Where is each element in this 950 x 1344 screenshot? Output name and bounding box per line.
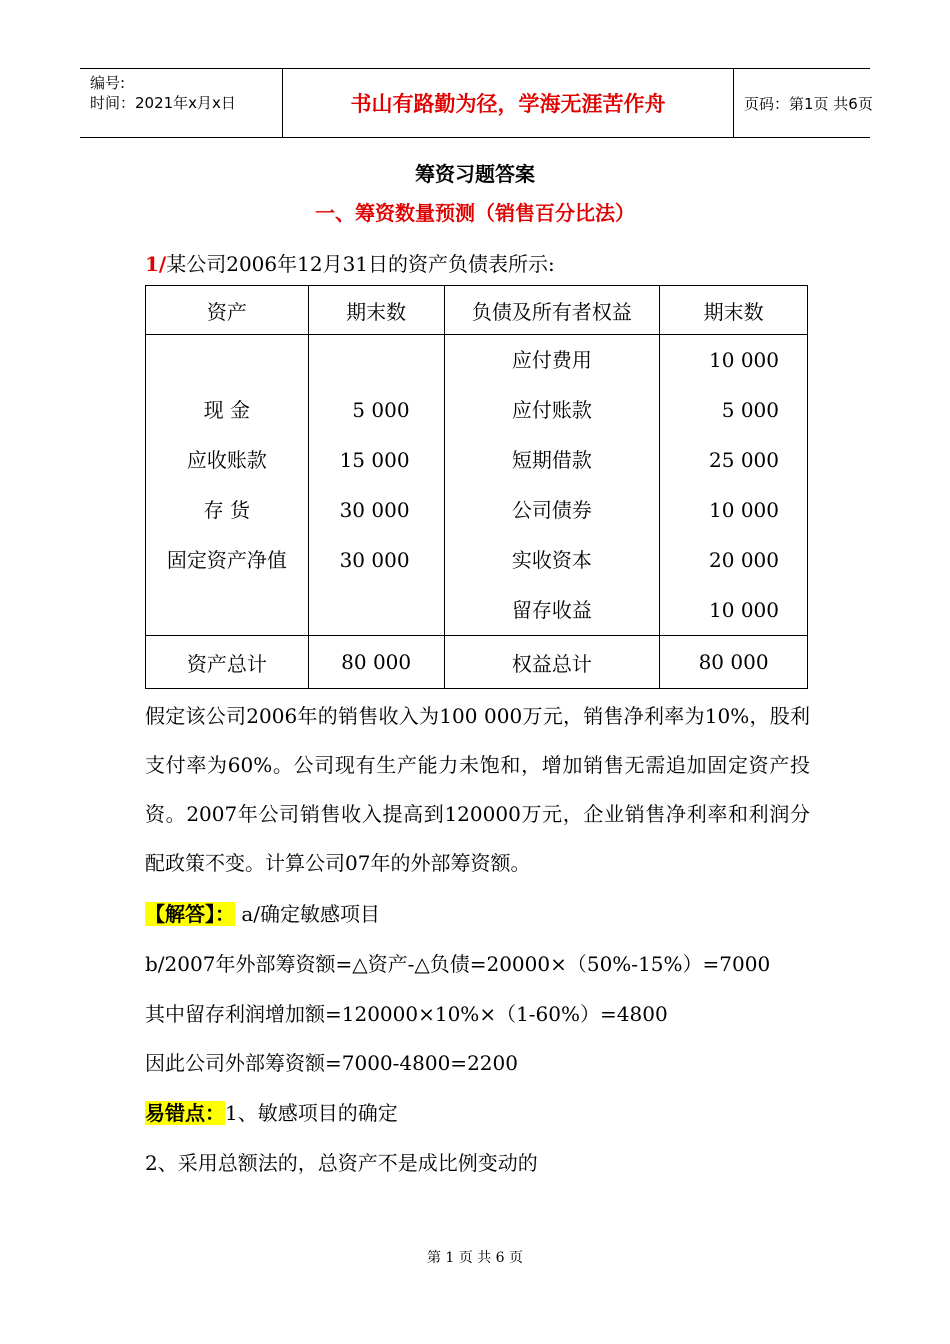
asset-value: 5 000 <box>352 398 410 422</box>
total-equity-value: 80 000 <box>660 636 808 689</box>
errors-item-2: 2、采用总额法的，总资产不是成比例变动的 <box>145 1151 538 1175</box>
header-motto: 书山有路勤为径，学海无涯苦作舟 <box>282 69 734 137</box>
total-assets-value: 80 000 <box>308 636 444 689</box>
liability-name: 应付费用 <box>511 348 592 372</box>
question-intro <box>145 248 555 277</box>
asset-name: 存 货 <box>203 498 251 522</box>
question-number: 1/ <box>145 252 167 276</box>
page-header <box>80 68 873 138</box>
answer-external: 因此公司外部筹资额=7000-4800=2200 <box>145 1051 518 1075</box>
liability-name: 留存收益 <box>511 598 592 622</box>
liability-name: 短期借款 <box>511 448 592 472</box>
asset-value: 15 000 <box>339 448 410 472</box>
asset-value: 30 000 <box>339 548 410 572</box>
time-label: 时间：2021年x月x日 <box>90 94 236 112</box>
asset-name: 应收账款 <box>186 448 267 472</box>
asset-names-cell <box>146 335 309 636</box>
question-text: 某公司2006年12月31日的资产负债表所示: <box>166 252 555 276</box>
header-period-end: 期末数 <box>660 286 808 335</box>
table-body-row <box>146 335 808 636</box>
document-title: 筹资习题答案 <box>415 162 535 186</box>
liability-name: 实收资本 <box>511 548 592 572</box>
errors-item-1: 1、敏感项目的确定 <box>225 1101 398 1125</box>
number-label: 编号: <box>90 74 126 92</box>
total-assets-label: 资产总计 <box>146 636 309 689</box>
answer-retained: 其中留存利润增加额=120000×10%×（1-60%）=4800 <box>145 1002 668 1026</box>
header-meta <box>80 69 282 137</box>
header-period-end: 期末数 <box>308 286 444 335</box>
answer-step-b: b/2007年外部筹资额=△资产-△负债=20000×（50%-15%）=7000 <box>145 952 771 976</box>
liability-value: 20 000 <box>709 548 779 572</box>
page-footer: 第 1 页 共 6 页 <box>426 1250 524 1266</box>
liability-values-cell <box>660 335 808 636</box>
liability-value: 25 000 <box>709 448 779 472</box>
liability-value: 10 000 <box>709 598 779 622</box>
errors-line-1 <box>145 1097 398 1126</box>
header-liabilities-equity: 负债及所有者权益 <box>444 286 660 335</box>
answer-line-a <box>145 898 380 927</box>
header-page-code: 页码：第1页 共6页 <box>744 94 873 113</box>
liability-name: 应付账款 <box>511 398 592 422</box>
asset-name: 固定资产净值 <box>166 548 287 572</box>
header-assets: 资产 <box>146 286 309 335</box>
liability-value: 10 000 <box>709 498 779 522</box>
asset-value: 30 000 <box>339 498 410 522</box>
liability-name: 公司债券 <box>511 498 592 522</box>
problem-paragraph: 假定该公司2006年的销售收入为100 000万元，销售净利率为10%，股利支付率为60%。公司现有生产能力未饱和，增加销售无需追加固定资产投资。2007年公司销售收入提高到120000万元，企业销售净利率和利润分配政策不变。计算公司07年的外部筹资额。 <box>145 704 810 875</box>
asset-values-cell <box>308 335 444 636</box>
asset-name: 现 金 <box>203 398 251 422</box>
liability-names-cell <box>444 335 660 636</box>
section-title: 一、筹资数量预测（销售百分比法） <box>315 201 635 225</box>
liability-value: 10 000 <box>709 348 779 372</box>
table-header-row <box>146 286 808 335</box>
errors-label: 易错点： <box>145 1101 225 1125</box>
answer-label: 【解答】： <box>145 902 235 926</box>
answer-step-a: a/确定敏感项目 <box>235 902 381 926</box>
balance-sheet-table <box>145 285 808 689</box>
liability-value: 5 000 <box>721 398 779 422</box>
total-equity-label: 权益总计 <box>444 636 660 689</box>
table-total-row <box>146 636 808 689</box>
